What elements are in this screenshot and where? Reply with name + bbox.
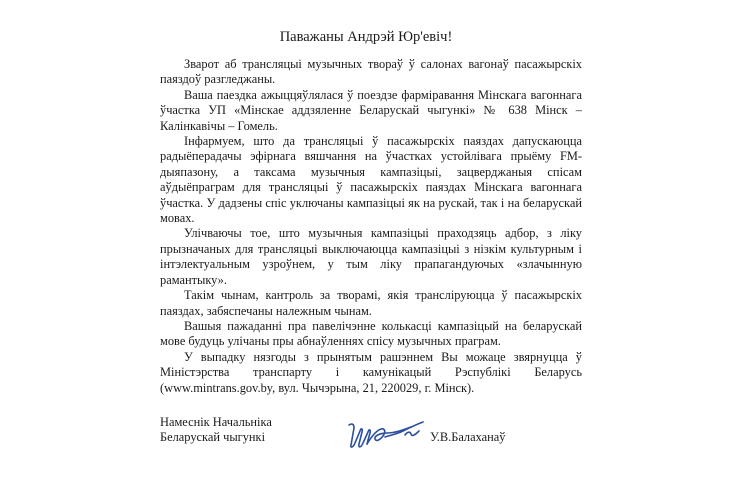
paragraph-control: Такім чынам, кантроль за творамі, якія трансліруюцца ў пасажырскіх паяздах, забяспечаны належным чынам. <box>160 288 582 318</box>
letter-body <box>160 57 582 396</box>
paragraph-broadcast-rules: Інфармуем, што да трансляцыі ў пасажырскіх паяздах дапускаюцца радыёперадачы эфірнага вяшчання на ўчастках устойлівага прыёму FM-дыяпазону, а таксама музычныя кампазіцыі, зацверджаныя спісам аўдыёпраграм для трансляцыі ў пасажырскіх паяздах Мінскага вагоннага ўчастка. У дадзены спіс уключаны кампазіцыі як на рускай, так і на беларускай мовах. <box>160 134 582 226</box>
paragraph-appeal: У выпадку нязгоды з прынятым рашэннем Вы можаце звярнуцца ў Міністэрства транспарту і камунікацый Рэспублікі Беларусь (www.mintrans.gov.by, вул. Чычэрына, 21, 220029, г. Мінск). <box>160 349 582 395</box>
signatory-name: У.В.Балаханаў <box>430 430 506 444</box>
signatory-title-line1: Намеснік Начальніка <box>160 415 272 429</box>
paragraph-trip-details: Ваша паездка ажыццяўлялася ў поездзе фарміравання Мінскага вагоннага ўчастка УП «Мінскае аддзяленне Беларускай чыгункі» № 638 Мінск – Калінкавічы – Гомель. <box>160 87 582 133</box>
handwritten-signature <box>345 415 431 453</box>
paragraph-subject: Зварот аб трансляцыі музычных твораў ў салонах вагонаў пасажырскіх паяздоў разгледжаны. <box>160 57 582 87</box>
signatory-title <box>160 415 272 446</box>
signatory-title-line2: Беларускай чыгункі <box>160 430 266 445</box>
paragraph-wishes: Вашыя пажаданні пра павелічэнне колькасці кампазіцый на беларускай мове будуць улічаны пры абнаўленнях спісу музычных праграм. <box>160 318 582 349</box>
paragraph-selection: Улічваючы тое, што музычныя кампазіцыі праходзяць адбор, з ліку прызначаных для трансляцыі выключаюцца кампазіцыі з нізкім культурным і інтэлектуальным узроўнем, у тым ліку прапагандуючых «злачынную рамантыку». <box>160 226 582 287</box>
letter-greeting: Паважаны Андрэй Юр'евіч! <box>279 29 453 45</box>
signature-block <box>160 415 582 455</box>
